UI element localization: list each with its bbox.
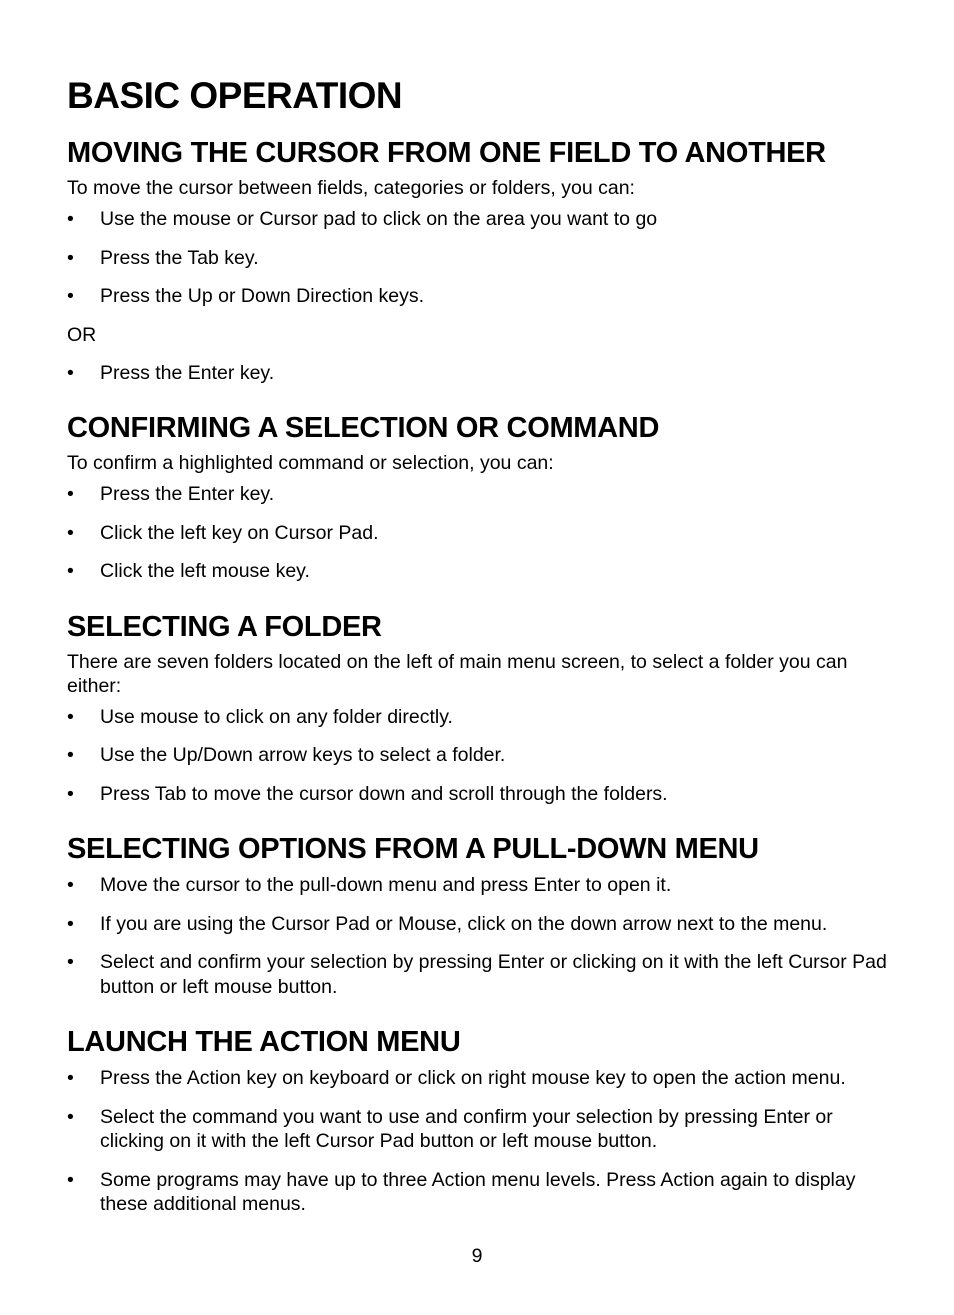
list-item-text: Move the cursor to the pull-down menu and press Enter to open it. <box>100 874 672 896</box>
list-item-text: Use mouse to click on any folder directly. <box>100 705 453 728</box>
section-heading: LAUNCH THE ACTION MENU <box>67 1026 461 1058</box>
section-heading: SELECTING A FOLDER <box>67 610 382 643</box>
list-item-text: Press the Enter key. <box>100 483 275 505</box>
bullet-glyph: • <box>67 912 74 935</box>
list-item <box>67 743 897 768</box>
list-item-text: Some programs may have up to three Action menu levels. Press Action again to display these additional menus. <box>100 1168 856 1215</box>
list-item-text: Press the Tab key. <box>100 246 259 269</box>
list-item-text: Press the Enter key. <box>100 361 275 384</box>
list-item-text: Press the Action key on keyboard or click on right mouse key to open the action menu. <box>100 1067 846 1089</box>
page-title: BASIC OPERATION <box>67 75 403 116</box>
bullet-list <box>67 705 897 807</box>
section-heading: MOVING THE CURSOR FROM ONE FIELD TO ANOTHER <box>67 137 826 169</box>
list-item <box>67 1105 897 1154</box>
section-heading: SELECTING OPTIONS FROM A PULL-DOWN MENU <box>67 833 759 865</box>
page-number: 9 <box>471 1245 483 1267</box>
bullet-list <box>67 873 897 999</box>
list-item-text: Press the Up or Down Direction keys. <box>100 285 425 307</box>
list-item <box>67 873 897 898</box>
bullet-glyph: • <box>67 744 74 766</box>
section-intro: There are seven folders located on the left of main menu screen, to select a folder you can either: <box>67 650 848 697</box>
list-item <box>67 246 897 271</box>
list-item <box>67 559 897 584</box>
bullet-glyph: • <box>67 874 74 896</box>
bullet-glyph: • <box>67 782 74 805</box>
list-item <box>67 705 897 730</box>
list-item-text: Click the left key on Cursor Pad. <box>100 521 379 544</box>
section-action-menu <box>67 1025 897 1217</box>
bullet-glyph: • <box>67 560 74 582</box>
section-intro: To confirm a highlighted command or selection, you can: <box>67 452 554 474</box>
list-item-text: Press Tab to move the cursor down and scroll through the folders. <box>100 782 668 805</box>
bullet-glyph: • <box>67 521 74 544</box>
bullet-glyph: • <box>67 1168 74 1191</box>
list-item <box>67 782 897 807</box>
list-item <box>67 361 897 386</box>
list-item-text: Select and confirm your selection by pressing Enter or clicking on it with the left Cursor Pad button or left mouse button. <box>100 951 887 998</box>
bullet-list <box>67 1066 897 1217</box>
section-intro: To move the cursor between fields, categories or folders, you can: <box>67 177 635 199</box>
bullet-glyph: • <box>67 285 74 307</box>
list-item <box>67 482 897 507</box>
section-heading: CONFIRMING A SELECTION OR COMMAND <box>67 412 660 444</box>
bullet-glyph: • <box>67 705 74 728</box>
bullet-glyph: • <box>67 208 74 230</box>
or-separator: OR <box>67 323 97 346</box>
list-item-text: If you are using the Cursor Pad or Mouse, click on the down arrow next to the menu. <box>100 912 828 935</box>
bullet-glyph: • <box>67 246 74 269</box>
bullet-glyph: • <box>67 1067 74 1089</box>
bullet-glyph: • <box>67 1105 74 1128</box>
list-item-text: Click the left mouse key. <box>100 560 310 582</box>
list-item-text: Select the command you want to use and confirm your selection by pressing Enter or clicking on it with the left Cursor Pad button or left mouse button. <box>100 1105 833 1152</box>
list-item-text: Use the mouse or Cursor pad to click on the area you want to go <box>100 208 658 230</box>
list-item <box>67 1168 897 1217</box>
section-moving-cursor <box>67 136 897 385</box>
list-item <box>67 521 897 546</box>
list-item <box>67 912 897 937</box>
bullet-glyph: • <box>67 361 74 384</box>
list-item-text: Use the Up/Down arrow keys to select a folder. <box>100 744 506 766</box>
bullet-glyph: • <box>67 483 74 505</box>
list-item <box>67 207 897 232</box>
list-item <box>67 950 897 999</box>
list-item <box>67 1066 897 1091</box>
bullet-list <box>67 207 897 309</box>
bullet-glyph: • <box>67 951 74 973</box>
section-selecting-folder <box>67 610 897 807</box>
section-confirming-selection <box>67 411 897 584</box>
bullet-list <box>67 482 897 584</box>
section-pull-down-menu <box>67 832 897 999</box>
page-content <box>67 74 897 1217</box>
list-item <box>67 284 897 309</box>
bullet-list <box>67 361 897 386</box>
